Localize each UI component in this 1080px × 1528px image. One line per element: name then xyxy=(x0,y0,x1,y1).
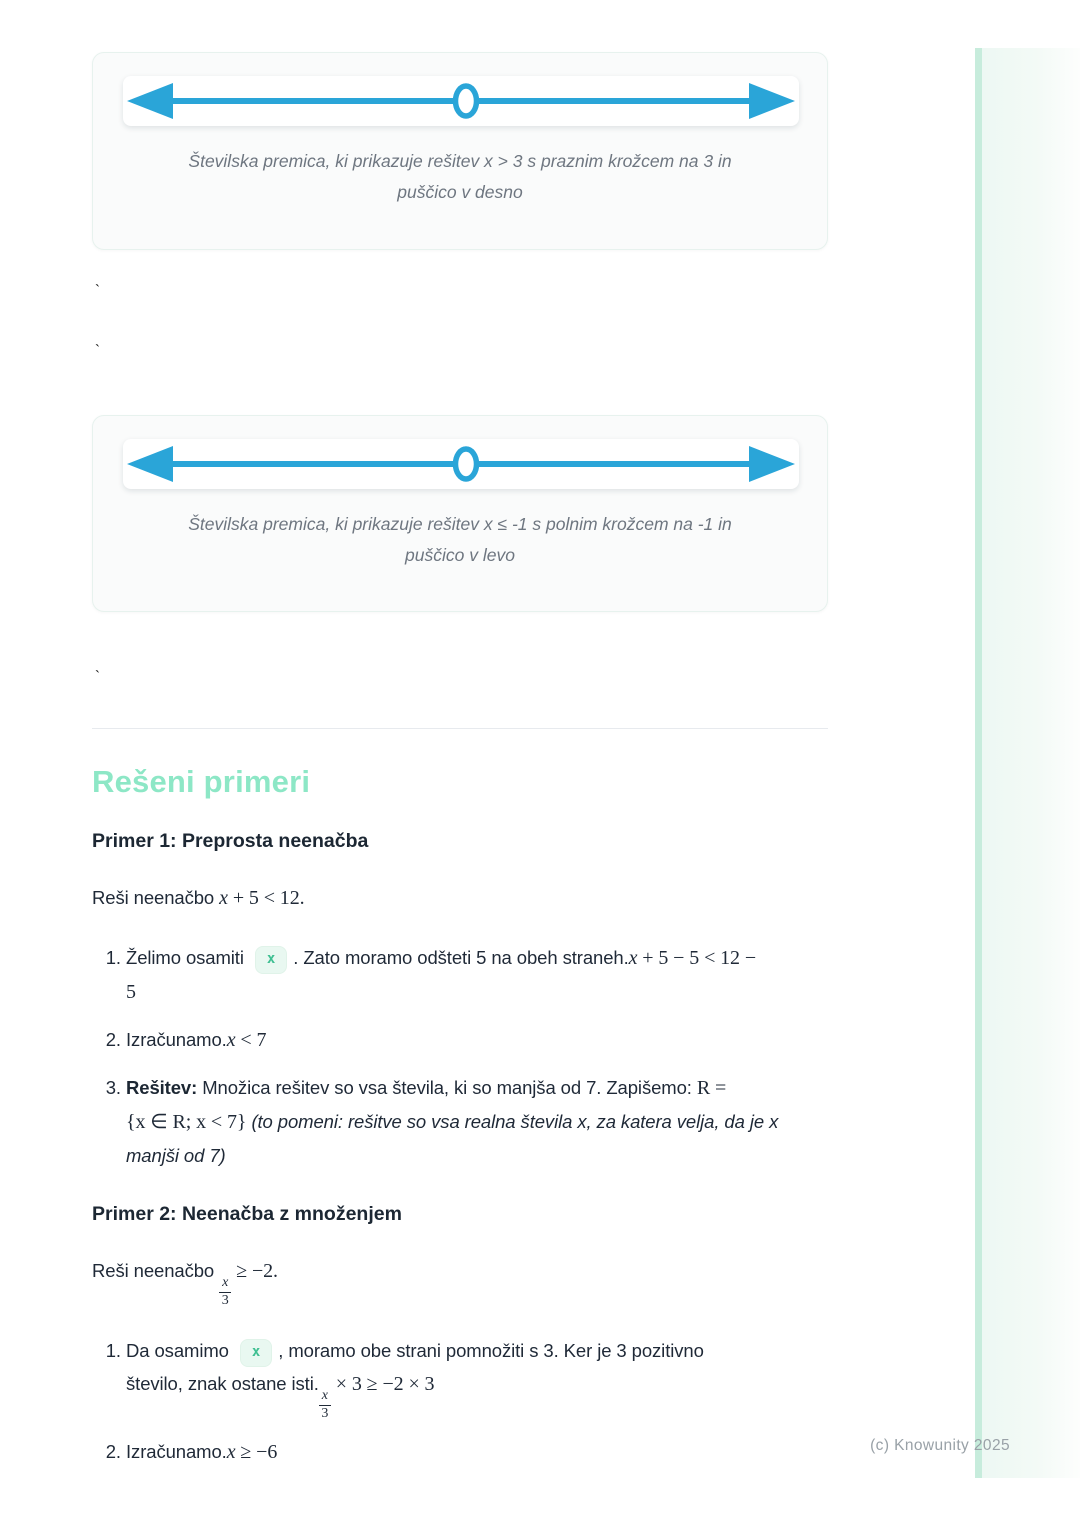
step-item xyxy=(126,1334,828,1421)
math-expression: × 3 ≥ −2 × 3 xyxy=(330,1373,435,1395)
math-expression: ≥ −2. xyxy=(231,1260,278,1282)
right-accent-bar xyxy=(975,48,982,1478)
copyright-notice: (c) Knowunity 2025 xyxy=(870,1437,1010,1454)
math-expression: + 5 − 5 < 12 − xyxy=(637,947,757,969)
right-margin-panel xyxy=(982,48,1080,1478)
figure-caption xyxy=(123,509,797,571)
stray-backtick: ` xyxy=(95,342,100,359)
code-badge-x: x xyxy=(240,1339,272,1367)
left-arrow-icon xyxy=(127,83,173,119)
content-column xyxy=(92,0,828,1469)
step-text: Želimo osamiti xyxy=(126,947,244,968)
step-item xyxy=(126,1071,828,1172)
caption-line: puščico v desno xyxy=(397,182,523,202)
problem-text: Reši neenačbo xyxy=(92,887,215,908)
number-line-graphic-2 xyxy=(123,439,799,489)
fraction-numerator: x xyxy=(319,1389,331,1406)
code-badge-x: x xyxy=(255,946,287,974)
numberline-figure-1 xyxy=(92,52,828,250)
caption-line: Številska premica, ki prikazuje rešitev x > 3 s praznim krožcem na 3 in xyxy=(188,151,732,171)
math-variable: x xyxy=(628,947,638,969)
math-variable: x xyxy=(219,887,228,909)
left-arrow-icon xyxy=(127,446,173,482)
section-heading: Rešeni primeri xyxy=(92,764,311,799)
math-variable: x xyxy=(226,1441,236,1463)
math-expression: ≥ −6 xyxy=(235,1441,278,1463)
example-2-title: Primer 2: Neenačba z množenjem xyxy=(92,1203,402,1225)
example-1-problem xyxy=(92,881,828,915)
step-label: Rešitev: xyxy=(126,1077,198,1098)
fraction-numerator: x xyxy=(219,1276,231,1293)
step-text: , moramo obe strani pomnožiti s 3. Ker je 3 pozitivno xyxy=(278,1340,704,1361)
caption-line: puščico v levo xyxy=(405,545,515,565)
example-1-steps xyxy=(92,941,828,1172)
step-item xyxy=(126,941,828,1009)
numberline-figure-2 xyxy=(92,415,828,612)
step-text: Množica rešitev so vsa števila, ki so manjša od 7. Zapišemo: xyxy=(202,1077,692,1098)
problem-text: Reši neenačbo xyxy=(92,1260,215,1281)
math-expression: < 7 xyxy=(235,1029,267,1051)
step-text: Izračunamo. xyxy=(126,1029,227,1050)
step-text: Izračunamo. xyxy=(126,1441,227,1462)
fraction-denominator: 3 xyxy=(321,1406,329,1421)
step-item xyxy=(126,1435,828,1469)
open-circle-icon xyxy=(456,449,477,479)
step-text: število, znak ostane isti. xyxy=(126,1373,319,1394)
fraction-denominator: 3 xyxy=(221,1293,229,1308)
step-text: Da osamimo xyxy=(126,1340,229,1361)
stray-backtick: ` xyxy=(95,668,100,685)
caption-line: Številska premica, ki prikazuje rešitev x ≤ -1 s polnim krožcem na -1 in xyxy=(188,514,732,534)
right-arrow-icon xyxy=(749,446,795,482)
figure-caption xyxy=(123,146,797,208)
right-arrow-icon xyxy=(749,83,795,119)
stray-backtick: ` xyxy=(95,282,100,299)
example-1-title: Primer 1: Preprosta neenačba xyxy=(92,830,369,852)
example-2-problem xyxy=(92,1254,828,1308)
number-line-2 xyxy=(123,439,799,489)
math-expression: + 5 < 12. xyxy=(227,887,305,909)
math-fraction xyxy=(219,1276,231,1308)
step-item xyxy=(126,1023,828,1057)
step-text: . Zato moramo odšteti 5 na obeh straneh. xyxy=(293,947,629,968)
step-note: (to pomeni: rešitve so vsa realna števila x, za katera velja, da je x manjši od 7) xyxy=(126,1111,779,1166)
example-2-steps xyxy=(92,1334,828,1469)
number-line-graphic-1 xyxy=(123,76,799,126)
number-line-1 xyxy=(123,76,799,126)
open-circle-icon xyxy=(456,86,477,116)
section-divider xyxy=(92,728,828,729)
math-expression: R = xyxy=(696,1077,727,1099)
math-variable: x xyxy=(226,1029,236,1051)
math-set-notation: {x ∈ R; x < 7} xyxy=(126,1111,247,1133)
math-fraction xyxy=(319,1389,331,1421)
math-expression: 5 xyxy=(126,981,136,1003)
